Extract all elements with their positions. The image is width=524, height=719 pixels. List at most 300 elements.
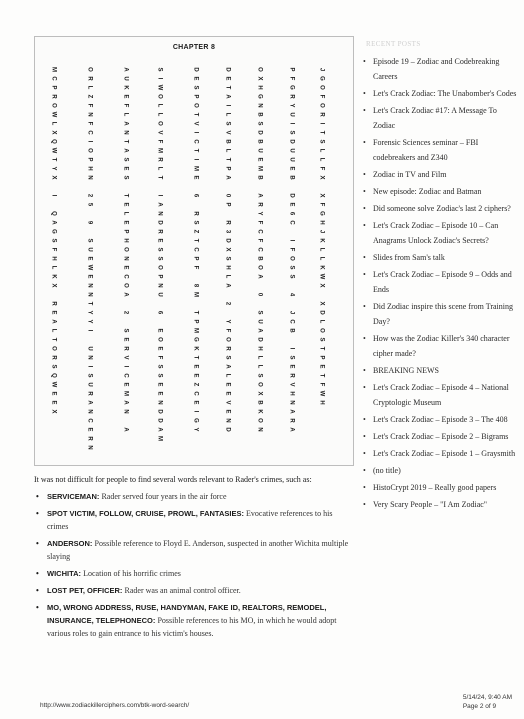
puzzle-letter: T (50, 157, 57, 162)
puzzle-letter: E (224, 409, 231, 414)
puzzle-letter: E (156, 346, 163, 351)
puzzle-letter: F (50, 247, 57, 252)
puzzle-letter: E (192, 364, 199, 369)
puzzle-letter: W (318, 390, 325, 397)
puzzle-letter: S (156, 247, 163, 252)
puzzle-letter: I (318, 122, 325, 125)
puzzle-letter: Q (50, 373, 57, 378)
list-item-term: MO, WRONG ADDRESS, RUSE, HANDYMAN, FAKE ID, REALTORS, REMODEL, INSURANCE, TELEPHONECO: (47, 603, 327, 625)
puzzle-letter: E (122, 220, 129, 225)
footer-page-number: Page 2 of 9 (462, 703, 497, 710)
puzzle-letter: G (318, 76, 325, 81)
puzzle-letter (191, 300, 200, 308)
sidebar-post-link[interactable]: • Let's Crack Zodiac – Episode 2 – Bigrams (360, 429, 520, 444)
puzzle-letter (121, 300, 130, 308)
puzzle-letter: O (156, 265, 163, 270)
puzzle-letter: E (288, 202, 295, 207)
puzzle-letter: A (86, 400, 93, 405)
puzzle-letter: L (318, 148, 325, 153)
puzzle-letter: E (50, 310, 57, 315)
puzzle-letter: S (256, 121, 263, 126)
puzzle-letter: D (256, 130, 263, 135)
puzzle-letter: E (50, 391, 57, 396)
puzzle-letter: G (192, 418, 199, 423)
puzzle-letter: I (288, 122, 295, 125)
puzzle-letter: S (122, 157, 129, 162)
puzzle-letter: M (156, 436, 163, 441)
puzzle-letter: I (86, 329, 93, 332)
puzzle-letter: S (256, 310, 263, 315)
puzzle-letter: H (50, 256, 57, 261)
list-item-term: WICHITA: (47, 569, 84, 578)
puzzle-letter: W (50, 147, 57, 154)
puzzle-letter: D (224, 427, 231, 432)
puzzle-letter: O (122, 283, 129, 288)
puzzle-letter: O (256, 382, 263, 387)
puzzle-letter: E (156, 328, 163, 333)
puzzle-letter: R (86, 391, 93, 396)
puzzle-column (287, 65, 295, 434)
puzzle-letter: M (156, 148, 163, 153)
puzzle-letter: R (50, 301, 57, 306)
puzzle-letter: R (156, 157, 163, 162)
puzzle-letter: E (192, 76, 199, 81)
puzzle-letter: N (288, 400, 295, 405)
puzzle-letter: S (156, 373, 163, 378)
puzzle-letter: R (122, 346, 129, 351)
list-item-term: SERVICEMAN: (47, 492, 102, 501)
puzzle-letter: X (256, 391, 263, 396)
puzzle-letter: R (318, 112, 325, 117)
puzzle-letter: J (318, 229, 325, 234)
puzzle-letter: Y (86, 310, 93, 315)
puzzle-letter: J (288, 310, 295, 315)
puzzle-letter: L (156, 112, 163, 117)
puzzle-letter: O (192, 103, 199, 108)
list-item-description: Evocative references to his crimes (47, 509, 333, 531)
puzzle-chapter-title: CHAPTER 8 (172, 44, 216, 51)
puzzle-letter: O (318, 85, 325, 90)
list-item-term: SPOT VICTIM, FOLLOW, CRUISE, PROWL, FANTASIES: (47, 509, 247, 518)
puzzle-letter: R (86, 436, 93, 441)
puzzle-letter (85, 183, 94, 191)
puzzle-letter (191, 183, 200, 191)
puzzle-letter: K (122, 85, 129, 90)
puzzle-letter: L (318, 256, 325, 261)
puzzle-letter: A (224, 364, 231, 369)
list-item (34, 584, 354, 597)
puzzle-letter: X (318, 301, 325, 306)
puzzle-letter: 6 (288, 211, 295, 216)
puzzle-letter: E (224, 382, 231, 387)
puzzle-letter: A (288, 427, 295, 432)
sidebar-post-link[interactable]: • Let's Crack Zodiac – Episode 1 – Graysmith (360, 446, 520, 461)
puzzle-letter: U (288, 148, 295, 153)
puzzle-letter: W (86, 264, 93, 271)
puzzle-letter: S (288, 130, 295, 135)
puzzle-letter: H (256, 85, 263, 90)
puzzle-letter (155, 300, 164, 308)
puzzle-letter: V (224, 400, 231, 405)
puzzle-letter: P (122, 229, 129, 234)
puzzle-letter: B (256, 139, 263, 144)
puzzle-letter: X (318, 283, 325, 288)
puzzle-letter: E (192, 373, 199, 378)
sidebar-post-link[interactable]: • (no title) (360, 463, 520, 478)
puzzle-letter: C (122, 373, 129, 378)
puzzle-letter: A (122, 400, 129, 405)
puzzle-letter: O (50, 103, 57, 108)
list-item-description: Possible reference to Floyd E. Anderson, suspected in another Wichita multiple slaying (47, 539, 349, 561)
puzzle-letter (85, 210, 94, 218)
puzzle-letter (287, 282, 296, 290)
sidebar-post-link[interactable]: • Forensic Sciences seminar – FBI codebreakers and Z340 (360, 135, 520, 165)
puzzle-letter (49, 291, 58, 299)
puzzle-letter: F (318, 202, 325, 207)
puzzle-letter: L (224, 373, 231, 378)
puzzle-letter: I (156, 77, 163, 80)
puzzle-letter: O (256, 67, 263, 72)
puzzle-letter: H (122, 238, 129, 243)
word-relevance-list (34, 490, 354, 644)
puzzle-letter (223, 183, 232, 191)
sidebar-post-link[interactable]: • Let's Crack Zodiac: The Unabomber's Codes (360, 86, 520, 101)
puzzle-letter (155, 318, 164, 326)
puzzle-letter: E (288, 166, 295, 171)
puzzle-letter: C (192, 139, 199, 144)
puzzle-letter: N (86, 292, 93, 297)
puzzle-letter: X (50, 283, 57, 288)
puzzle-letter: D (224, 238, 231, 243)
puzzle-letter: A (288, 409, 295, 414)
list-item (34, 537, 354, 563)
puzzle-letter: U (288, 112, 295, 117)
puzzle-letter: F (288, 76, 295, 81)
puzzle-letter: D (288, 193, 295, 198)
puzzle-letter: M (192, 328, 199, 333)
puzzle-letter: D (156, 409, 163, 414)
sidebar-post-link[interactable]: • Let's Crack Zodiac #17: A Message To Zodiac (360, 103, 520, 133)
puzzle-column (85, 65, 93, 452)
list-item-term: ANDERSON: (47, 539, 95, 548)
puzzle-letter: T (192, 112, 199, 117)
puzzle-letter: O (224, 337, 231, 342)
sidebar-post-link[interactable]: • BREAKING NEWS (360, 363, 520, 378)
puzzle-letter: Y (86, 319, 93, 324)
sidebar-post-link[interactable]: • How was the Zodiac Killer's 340 character cipher made? (360, 331, 520, 361)
puzzle-letter: A (50, 319, 57, 324)
puzzle-letter: Y (288, 103, 295, 108)
puzzle-letter: E (318, 364, 325, 369)
sidebar-post-link[interactable]: • HistoCrypt 2019 – Really good papers (360, 480, 520, 495)
list-item (34, 567, 354, 580)
puzzle-letter: O (86, 148, 93, 153)
puzzle-letter: E (224, 76, 231, 81)
puzzle-letter: P (86, 157, 93, 162)
sidebar-post-link[interactable]: • Episode 19 – Zodiac and Codebreaking Careers (360, 54, 520, 84)
puzzle-letter: I (50, 194, 57, 197)
puzzle-letter: F (122, 103, 129, 108)
puzzle-letter: L (224, 274, 231, 279)
puzzle-letter: L (224, 112, 231, 117)
puzzle-letter: U (256, 319, 263, 324)
puzzle-letter: S (50, 364, 57, 369)
puzzle-letter: F (86, 121, 93, 126)
puzzle-letter: E (192, 175, 199, 180)
puzzle-letter (287, 228, 296, 236)
puzzle-letter: E (122, 265, 129, 270)
sidebar-post-link[interactable]: • New episode: Zodiac and Batman (360, 184, 520, 199)
sidebar-post-link[interactable]: • Let's Crack Zodiac – Episode 9 – Odds and Ends (360, 267, 520, 297)
puzzle-letter: A (122, 121, 129, 126)
puzzle-letter: T (224, 157, 231, 162)
puzzle-letter: F (288, 247, 295, 252)
puzzle-letter: R (156, 229, 163, 234)
puzzle-letter: C (256, 247, 263, 252)
puzzle-letter: A (122, 427, 129, 432)
puzzle-letter: W (156, 84, 163, 91)
puzzle-letter: R (288, 94, 295, 99)
puzzle-letter: I (192, 410, 199, 413)
puzzle-letter: G (50, 229, 57, 234)
intro-paragraph: It was not difficult for people to find several words relevant to Rader's crimes, such as: (34, 475, 312, 484)
puzzle-letter: S (86, 373, 93, 378)
puzzle-letter: E (86, 274, 93, 279)
puzzle-letter: D (256, 337, 263, 342)
puzzle-letter: E (224, 391, 231, 396)
puzzle-column (317, 65, 325, 407)
sidebar-post-link[interactable]: • Zodiac in TV and Film (360, 167, 520, 182)
sidebar-post-link[interactable]: • Did Zodiac inspire this scene from Training Day? (360, 299, 520, 329)
puzzle-letter: O (318, 328, 325, 333)
puzzle-letter: 5 (86, 202, 93, 207)
puzzle-letter (255, 282, 264, 290)
puzzle-letter (317, 291, 326, 299)
sidebar-post-link[interactable]: • Let's Crack Zodiac – Episode 3 – The 408 (360, 412, 520, 427)
puzzle-letter: R (86, 76, 93, 81)
puzzle-letter (85, 228, 94, 236)
puzzle-letter: L (50, 328, 57, 333)
puzzle-letter: F (256, 238, 263, 243)
puzzle-letter: B (288, 175, 295, 180)
puzzle-letter: N (156, 400, 163, 405)
puzzle-letter: D (192, 67, 199, 72)
puzzle-letter: O (86, 67, 93, 72)
puzzle-letter: 4 (288, 292, 295, 297)
puzzle-letter: M (192, 166, 199, 171)
list-item-description: Possible references to his MO, in which he would adopt various roles to gain entrance to his victim's houses. (47, 616, 337, 638)
puzzle-letter: F (156, 355, 163, 360)
puzzle-letter: A (256, 193, 263, 198)
recent-posts-list (360, 54, 520, 512)
sidebar-post-link[interactable]: • Slides from Sam's talk (360, 250, 520, 265)
puzzle-letter: C (86, 130, 93, 135)
puzzle-letter: 8 (192, 283, 199, 288)
puzzle-letter: K (50, 274, 57, 279)
puzzle-letter (191, 273, 200, 281)
puzzle-letter: B (288, 328, 295, 333)
puzzle-letter: U (86, 382, 93, 387)
puzzle-letter: O (256, 265, 263, 270)
puzzle-letter (255, 300, 264, 308)
puzzle-letter: P (318, 355, 325, 360)
puzzle-letter (49, 183, 58, 191)
puzzle-letter: M (192, 292, 199, 297)
puzzle-letter: F (192, 265, 199, 270)
puzzle-letter: N (256, 427, 263, 432)
puzzle-letter: A (256, 328, 263, 333)
puzzle-column (191, 65, 199, 434)
puzzle-letter: U (86, 247, 93, 252)
puzzle-letter: T (192, 355, 199, 360)
list-item-term: LOST PET, OFFICER: (47, 586, 125, 595)
puzzle-letter: D (288, 139, 295, 144)
puzzle-letter: T (122, 139, 129, 144)
puzzle-letter: S (224, 121, 231, 126)
puzzle-letter: F (318, 382, 325, 387)
puzzle-letter: A (224, 94, 231, 99)
puzzle-letter: A (156, 202, 163, 207)
puzzle-letter: E (156, 391, 163, 396)
puzzle-letter: O (156, 121, 163, 126)
puzzle-letter (287, 183, 296, 191)
puzzle-letter: N (86, 445, 93, 450)
puzzle-letter: Y (224, 319, 231, 324)
puzzle-letter: M (256, 166, 263, 171)
puzzle-letter: N (122, 409, 129, 414)
puzzle-letter (121, 183, 130, 191)
puzzle-letter: S (224, 355, 231, 360)
sidebar-post-link[interactable]: • Let's Crack Zodiac – Episode 10 – Can Anagrams Unlock Zodiac's Secrets? (360, 218, 520, 248)
puzzle-letter: C (288, 319, 295, 324)
puzzle-letter: P (192, 256, 199, 261)
puzzle-letter: X (50, 409, 57, 414)
list-item (34, 601, 354, 640)
footer-url[interactable]: http://www.zodiackillerciphers.com/btk-word-search/ (40, 702, 190, 709)
puzzle-letter: R (288, 418, 295, 423)
puzzle-letter: C (192, 391, 199, 396)
puzzle-column (155, 65, 163, 443)
puzzle-letter: W (50, 111, 57, 118)
puzzle-letter: Y (256, 211, 263, 216)
puzzle-letter: F (318, 166, 325, 171)
puzzle-letter: X (224, 247, 231, 252)
puzzle-letter: K (318, 238, 325, 243)
puzzle-letter: S (122, 328, 129, 333)
puzzle-letter: S (122, 175, 129, 180)
puzzle-letter: B (256, 112, 263, 117)
puzzle-letter: S (288, 265, 295, 270)
list-item (34, 490, 354, 503)
puzzle-letter: Q (50, 139, 57, 144)
puzzle-letter: H (224, 265, 231, 270)
puzzle-letter: R (224, 346, 231, 351)
puzzle-letter: T (318, 346, 325, 351)
puzzle-letter: D (156, 220, 163, 225)
puzzle-letter: 2 (86, 193, 93, 198)
puzzle-letter: P (224, 166, 231, 171)
puzzle-letter: T (192, 238, 199, 243)
sidebar-post-link[interactable]: • Did someone solve Zodiac's last 2 ciphers? (360, 201, 520, 216)
sidebar-post-link[interactable]: • Very Scary People – "I Am Zodiac" (360, 497, 520, 512)
puzzle-letter: I (192, 158, 199, 161)
puzzle-letter: S (50, 238, 57, 243)
puzzle-letter: P (192, 94, 199, 99)
puzzle-letter: Z (192, 382, 199, 387)
footer-date-page (463, 693, 512, 711)
puzzle-letter: B (256, 175, 263, 180)
puzzle-letter: Z (192, 229, 199, 234)
puzzle-letter: L (318, 247, 325, 252)
puzzle-letter: U (288, 157, 295, 162)
puzzle-letter: O (156, 94, 163, 99)
puzzle-letter: N (122, 256, 129, 261)
puzzle-letter: S (288, 274, 295, 279)
puzzle-letter (49, 201, 58, 209)
puzzle-letter: I (288, 347, 295, 350)
puzzle-letter (85, 336, 94, 344)
puzzle-letter: E (122, 382, 129, 387)
word-search-puzzle (34, 36, 354, 466)
sidebar-post-link[interactable]: • Let's Crack Zodiac – Episode 4 – National Cryptologic Museum (360, 380, 520, 410)
puzzle-letter: 9 (86, 220, 93, 225)
puzzle-letter: N (122, 130, 129, 135)
puzzle-letter: L (318, 157, 325, 162)
puzzle-letter: T (192, 148, 199, 153)
puzzle-letter: N (156, 283, 163, 288)
puzzle-letter (121, 318, 130, 326)
puzzle-letter: K (256, 409, 263, 414)
puzzle-letter: E (86, 256, 93, 261)
puzzle-letter: S (192, 220, 199, 225)
puzzle-letter: O (318, 103, 325, 108)
puzzle-letter: E (122, 94, 129, 99)
puzzle-letter (191, 201, 200, 209)
puzzle-letter: I (86, 365, 93, 368)
puzzle-letter: O (122, 247, 129, 252)
puzzle-letter: E (50, 400, 57, 405)
puzzle-letter: B (224, 139, 231, 144)
puzzle-column (121, 65, 129, 434)
puzzle-letter: P (224, 202, 231, 207)
puzzle-letter: P (192, 319, 199, 324)
puzzle-letter: R (288, 373, 295, 378)
puzzle-letter: C (86, 418, 93, 423)
puzzle-letter: G (288, 85, 295, 90)
puzzle-letter: R (50, 355, 57, 360)
puzzle-letter: V (288, 382, 295, 387)
puzzle-letter: V (224, 130, 231, 135)
puzzle-letter: G (318, 211, 325, 216)
puzzle-letter: P (156, 274, 163, 279)
puzzle-letter: I (156, 194, 163, 197)
puzzle-letter: H (256, 346, 263, 351)
puzzle-letter (317, 183, 326, 191)
list-item-description: Location of his horrific crimes (83, 569, 181, 578)
puzzle-letter: F (256, 220, 263, 225)
puzzle-letter: S (156, 256, 163, 261)
puzzle-letter: R (192, 211, 199, 216)
puzzle-letter (255, 183, 264, 191)
puzzle-letter: C (288, 220, 295, 225)
puzzle-letter: X (50, 130, 57, 135)
puzzle-letter: A (224, 283, 231, 288)
puzzle-letter: N (86, 112, 93, 117)
puzzle-letter: K (192, 346, 199, 351)
puzzle-letter: T (224, 85, 231, 90)
puzzle-column (49, 65, 57, 416)
puzzle-letter: E (256, 157, 263, 162)
